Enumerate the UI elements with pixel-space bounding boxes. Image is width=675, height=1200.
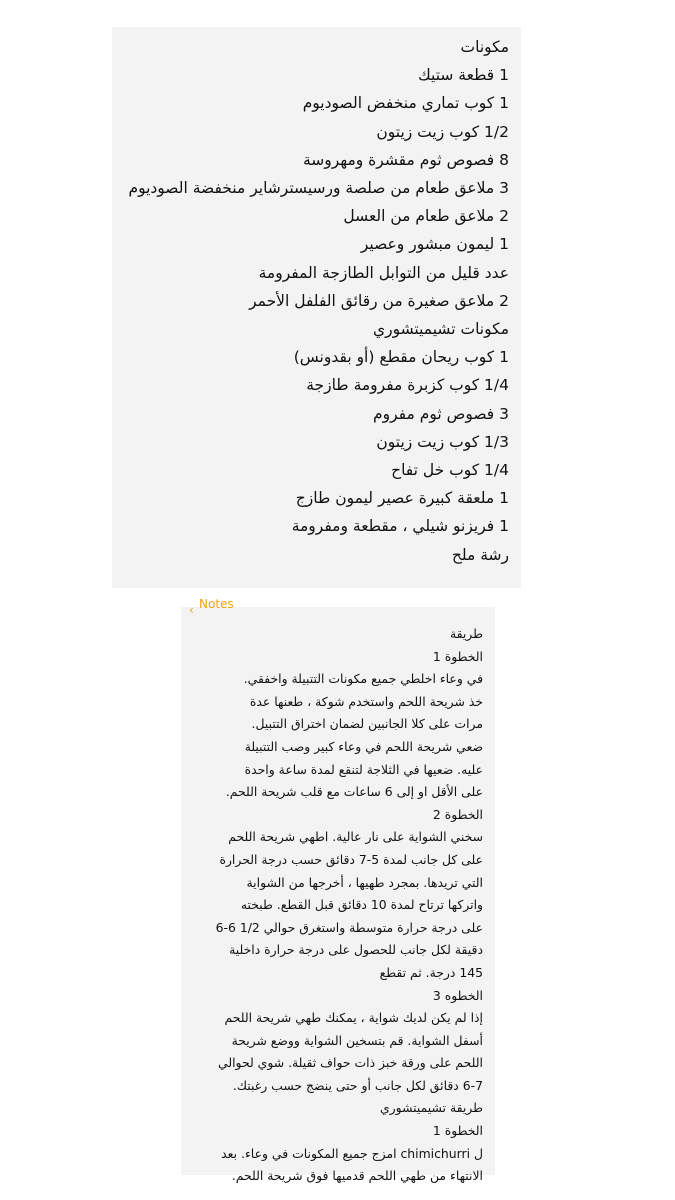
ingredient-line: 1 ليمون مبشور وعصير [360,235,509,254]
ingredient-line: 1/3 كوب زيت زيتون [376,432,509,451]
method-line: الانتهاء من طهي اللحم قدميها فوق شريحة اللحم. [231,1168,483,1184]
ingredient-line: 1/4 كوب كزبرة مفرومة طازجة [306,376,509,395]
method-line: مرات على كلا الجانبين لضمان اختراق التتبيل. [251,716,483,732]
method-line: واتركها ترتاح لمدة 10 دقائق قبل القطع. طبخته [240,897,483,913]
method-heading: طريقة [449,626,483,641]
method-line: 6-7 دقائق لكل جانب أو حتى ينضج حسب رغبتك. [232,1077,483,1093]
method-line: على الأقل او إلى 6 ساعات مع قلب شريحة اللحم. [225,784,483,800]
ingredient-line: 1 فريزنو شيلي ، مقطعة ومفرومة [291,517,509,536]
method-card [181,597,495,1184]
method-line: عليه. ضعيها في الثلاجة لتنقع لمدة ساعة واحدة [244,761,483,777]
ingredient-line: 8 فصوص ثوم مقشرة ومهروسة [302,150,509,169]
step-heading: الخطوة 1 [432,1123,483,1139]
method-line: خذ شريحة اللحم واستخدم شوكة ، طعنها عدة [249,693,483,709]
ingredients-list [119,33,509,569]
chevron-left-icon: ‹ [189,603,194,617]
ingredient-line: 1 قطعة ستيك [417,66,509,85]
method-list [183,623,483,1188]
chimichurri-heading: مكونات تشيميتشوري [372,320,509,339]
method-line: دقيقة لكل جانب للحصول على درجة حرارة داخلية [229,942,483,958]
ingredients-heading: مكونات [460,38,509,56]
ingredient-line: 2 ملاعق طعام من العسل [343,207,509,226]
notes-back-button[interactable] [189,597,249,617]
ingredient-line: 1 كوب ريحان مقطع (أو بقدونس) [293,348,509,367]
method-line: ل chimichurri امزج جميع المكونات في وعاء. بعد [221,1145,483,1161]
method-line: ضعي شريحة اللحم في وعاء كبير وصب التتبيلة [244,738,483,754]
ingredients-card [112,27,521,588]
method-line: أسفل الشواية. قم بتسخين الشواية ووضع شريحة [231,1032,483,1048]
notes-tab-label: Notes [199,597,234,611]
method-line: على كل جانب لمدة 5-7 دقائق حسب درجة الحرارة [219,851,483,867]
ingredient-line: 2 ملاعق صغيرة من رقائق الفلفل الأحمر [249,291,509,310]
method-line: في وعاء اخلطي جميع مكونات التتبيلة واخفقي. [243,671,483,687]
method-line: إذا لم يكن لديك شواية ، يمكنك طهي شريحة اللحم [224,1010,483,1026]
ingredient-line: 3 فصوص ثوم مفروم [373,404,509,423]
ingredient-line: 1 ملعقة كبيرة عصير ليمون طازج [295,489,509,508]
ingredient-line: 1/4 كوب خل تفاح [391,461,509,480]
step-heading: الخطوة 2 [432,806,483,822]
method-line: 145 درجة. ثم تقطع [379,964,483,980]
step-heading: الخطوه 3 [432,987,483,1003]
ingredient-line: 3 ملاعق طعام من صلصة ورسيسترشاير منخفضة الصوديوم [128,179,509,198]
method-line: التي تريدها. بمجرد طهيها ، أخرجها من الشواية [246,874,483,890]
ingredient-line: 1/2 كوب زيت زيتون [376,122,509,141]
ingredient-line: رشة ملح [451,545,509,564]
ingredient-line: 1 كوب تماري منخفض الصوديوم [302,94,509,113]
method-line: اللحم على ورقة خبز ذات حواف ثقيلة. شوي لحوالي [218,1055,483,1071]
ingredient-line: عدد قليل من التوابل الطازجة المفرومة [258,263,509,282]
chimichurri-method-heading: طريقة تشيميتشوري [379,1100,483,1116]
method-line: على درجة حرارة متوسطة واستغرق حوالي 1/2 6-6 [215,919,483,935]
step-heading: الخطوة 1 [432,648,483,664]
method-line: سخني الشواية على نار عالية. اطهي شريحة اللحم [228,829,483,845]
